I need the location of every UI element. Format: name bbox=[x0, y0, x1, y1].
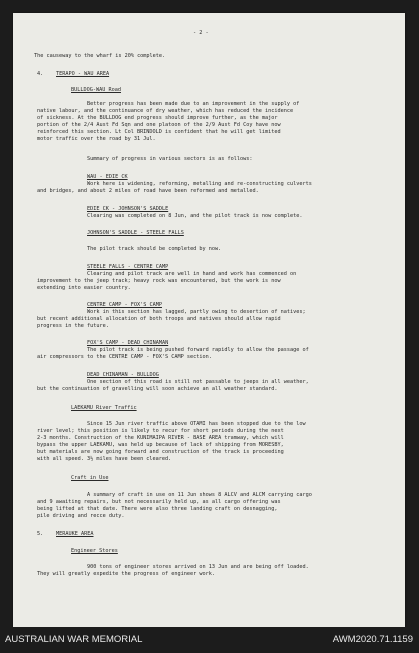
text-line: Work in this section has lagged, partly owing to desertion of natives; bbox=[87, 309, 306, 315]
archive-name: AUSTRALIAN WAR MEMORIAL bbox=[5, 634, 143, 645]
text-line: air compressors to the CENTRE CAMP - FOX'S CAMP section. bbox=[37, 354, 212, 360]
subsection-heading: LAEKAMU River Traffic bbox=[71, 405, 137, 411]
sector-heading: DEAD CHINAMAN - BULLDOG bbox=[87, 372, 159, 378]
text-line: Better progress has been made due to an improvement in the supply of bbox=[87, 101, 300, 107]
text-line: Clearing was completed on 8 Jun, and the pilot track is now complete. bbox=[87, 213, 303, 219]
subsection-heading: BULLDOG-WAU Road bbox=[71, 87, 121, 93]
text-line: being lifted at that date. There were also three landing craft on desnagging, bbox=[37, 506, 278, 512]
text-line: and 9 awaiting repairs, but not necessarily held up, as all cargo offering was bbox=[37, 499, 281, 505]
subsection-heading: Engineer Stores bbox=[71, 548, 118, 554]
text-line: but recent additional allocation of both troops and natives should allow rapid bbox=[37, 316, 281, 322]
text-line: Since 15 Jun river traffic above OTAMI has been stopped due to the low bbox=[87, 421, 306, 427]
subsection-heading: Craft in Use bbox=[71, 475, 109, 481]
text-line: native labour, and the continuance of dry weather, which has reduced the incidence bbox=[37, 108, 294, 114]
text-line: Clearing and pilot track are well in hand and work has commenced on bbox=[87, 271, 297, 277]
sector-heading: JOHNSON'S SADDLE - STEELE FALLS bbox=[87, 230, 184, 236]
archive-footer bbox=[0, 627, 419, 653]
text-line: One section of this road is still not passable to jeeps in all weather, bbox=[87, 379, 309, 385]
text-line: improvement to the jeep track; heavy rock was encountered, but the work is now bbox=[37, 278, 281, 284]
text-line: but materials are now going forward and construction of the track is proceeding bbox=[37, 449, 284, 455]
text-line: of sickness. At the BULLDOG end progress should improve further, as the major bbox=[37, 115, 278, 121]
sector-heading: EDIE CK - JOHNSON'S SADDLE bbox=[87, 206, 169, 212]
text-line: river level; this position is likely to recur for short periods during the next bbox=[37, 428, 284, 434]
document-page bbox=[13, 13, 405, 627]
text-line: The pilot track should be completed by now. bbox=[87, 246, 222, 252]
text-line: and bridges, and about 2 miles of road have been reformed and metalled. bbox=[37, 188, 259, 194]
text-line: reinforced this section. Lt Col BRINDOLD is confident that he will get limited bbox=[37, 129, 281, 135]
archive-reference: AWM2020.71.1159 bbox=[332, 634, 413, 645]
sector-heading: WAU - EDIE CK bbox=[87, 174, 128, 180]
text-line: The pilot track is being pushed forward rapidly to allow the passage of bbox=[87, 347, 309, 353]
section-number: 4. bbox=[37, 71, 44, 77]
text-line: bypass the upper LAEKAMU, was held up because of lack of shipping from MORESBY, bbox=[37, 442, 284, 448]
text-line: 900 tons of engineer stores arrived on 13 Jun and are being off loaded. bbox=[87, 564, 309, 570]
text-line: with all speed. 3½ miles have been cleared. bbox=[37, 456, 172, 462]
sector-heading: STEELE FALLS - CENTRE CAMP bbox=[87, 264, 169, 270]
text-line: 2-3 months. Construction of the KUNIMAIPA RIVER - BASE AREA tramway, which will bbox=[37, 435, 284, 441]
text-line: Summary of progress in various sectors is as follows: bbox=[87, 156, 253, 162]
section-heading: MERAUKE AREA bbox=[56, 531, 94, 537]
text-line: extending into easier country. bbox=[37, 285, 131, 291]
text-line: pile driving and recce duty. bbox=[37, 513, 125, 519]
sector-heading: FOX'S CAMP - DEAD CHINAMAN bbox=[87, 340, 169, 346]
text-line: The causeway to the wharf is 20% complete. bbox=[34, 53, 166, 59]
text-line: Work here is widening, reforming, metalling and re-constructing culverts bbox=[87, 181, 312, 187]
text-line: motor traffic over the road by 31 Jul. bbox=[37, 136, 156, 142]
text-line: progress in the future. bbox=[37, 323, 109, 329]
sector-heading: CENTRE CAMP - FOX'S CAMP bbox=[87, 302, 162, 308]
text-line: but the continuation of gravelling will soon achieve an all weather standard. bbox=[37, 386, 278, 392]
section-number: 5. bbox=[37, 531, 44, 537]
section-heading: TERAPO - WAU AREA bbox=[56, 71, 110, 77]
text-line: They will greatly expedite the progress of engineer work. bbox=[37, 571, 216, 577]
page-number: - 2 - bbox=[193, 30, 209, 36]
text-line: portion of the 2/4 Aust Fd Sqn and one platoon of the 2/9 Aust Fd Coy have now bbox=[37, 122, 281, 128]
text-line: A summary of craft in use on 11 Jun shows 8 ALCV and ALCM carrying cargo bbox=[87, 492, 312, 498]
